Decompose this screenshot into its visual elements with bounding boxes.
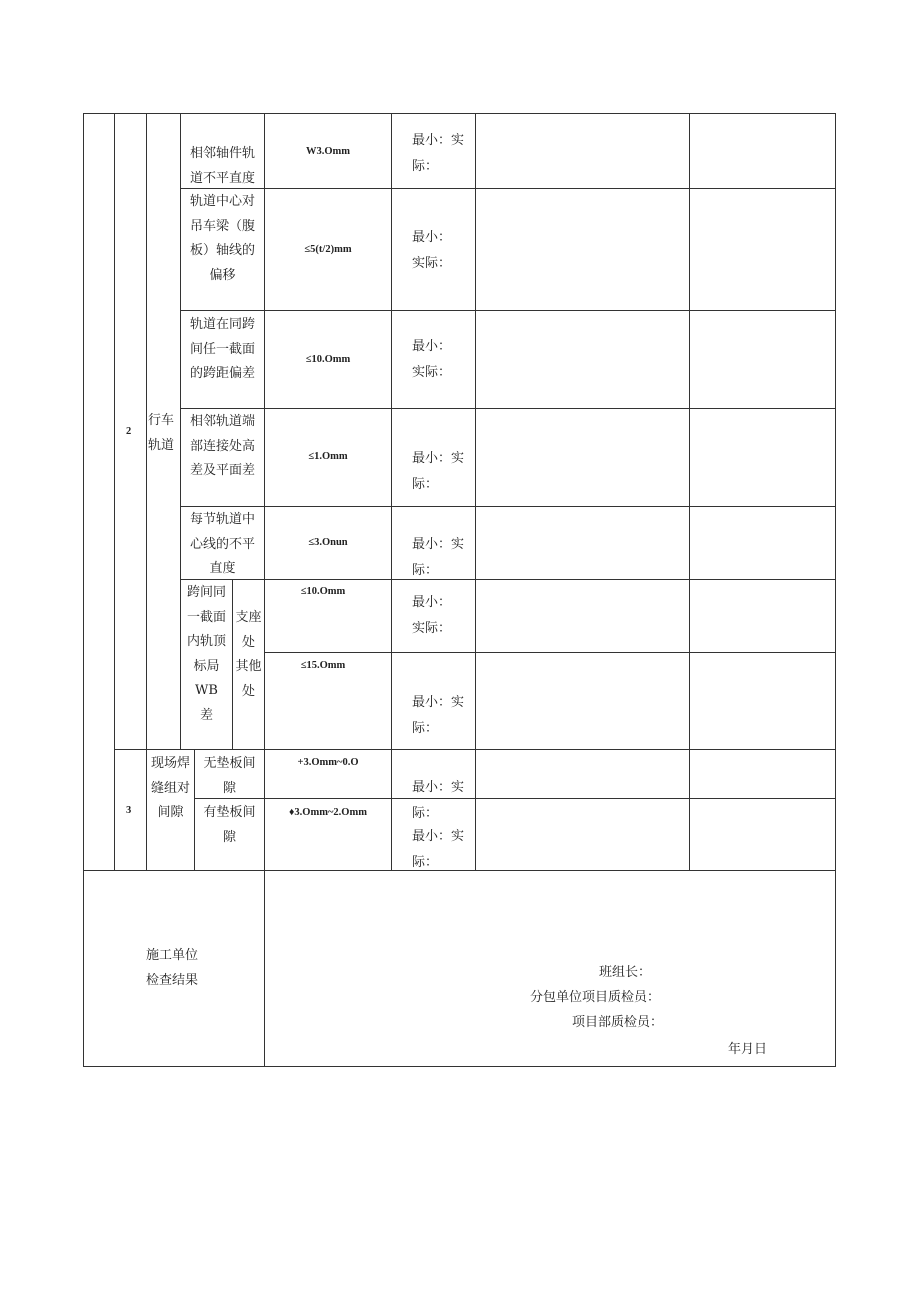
tolerance-value: ≤1.Omm — [308, 451, 348, 462]
measured-value: 最小：实际： — [412, 780, 465, 821]
tolerance-value: ≤15.Omm — [300, 660, 346, 671]
measured-value: 最小：实际： — [412, 537, 465, 578]
measured-value: 最小： 实际： — [412, 230, 452, 271]
tolerance-value: W3.Omm — [305, 146, 351, 157]
item-label: 有垫板间 隙 — [203, 805, 256, 845]
measured-value: 最小：实 际： — [412, 133, 465, 174]
item-label: 每节轨道中 心线的不平 直度 — [189, 512, 255, 576]
section-category: 现场焊 缝组对 间隙 — [150, 756, 190, 820]
date-label: 年月日 — [728, 1042, 768, 1057]
item-label: 轨道中心对 吊车梁（腹 板）轴线的 偏移 — [189, 194, 255, 283]
team-leader-label: 班组长： — [599, 965, 652, 980]
tolerance-value: ≤10.Omm — [300, 586, 346, 597]
section-number: 3 — [126, 805, 132, 816]
measured-value: 最小： 实际： — [412, 339, 452, 380]
item-label: 无垫板间 隙 — [203, 756, 256, 796]
measured-value: 最小： 实际： — [412, 595, 452, 636]
tolerance-value: ≤3.Onun — [308, 537, 348, 548]
tolerance-value: +3.Omm~0.O — [297, 757, 359, 768]
measured-value: 最小：实际： — [412, 829, 465, 870]
tolerance-value: ≤5(t/2)mm — [304, 244, 352, 255]
construction-unit-result-label: 施工单位 检查结果 — [146, 948, 199, 988]
measured-value: 最小：实际： — [412, 695, 465, 736]
subcontractor-inspector-label: 分包单位项目质检员： — [530, 990, 661, 1005]
section-category: 行车 轨道 — [148, 413, 175, 453]
position-label: 支座 处 — [235, 610, 262, 650]
project-inspector-label: 项目部质检员： — [572, 1015, 664, 1030]
item-label: 相邻轴件轨 道不平直度 — [189, 146, 255, 186]
position-label: 其他 处 — [235, 659, 262, 699]
item-label: 轨道在同跨 间任一截面 的跨距偏差 — [189, 317, 255, 381]
item-label: 相邻轨道端 部连接处高 差及平面差 — [189, 414, 255, 478]
tolerance-value: ♦3.Omm~2.Omm — [289, 807, 367, 818]
item-label: 跨间同 一截面 内轨顶 标局 WB 差 — [186, 585, 226, 723]
measured-value: 最小：实际： — [412, 451, 465, 492]
section-number: 2 — [126, 426, 132, 437]
tolerance-value: ≤10.Omm — [305, 354, 351, 365]
